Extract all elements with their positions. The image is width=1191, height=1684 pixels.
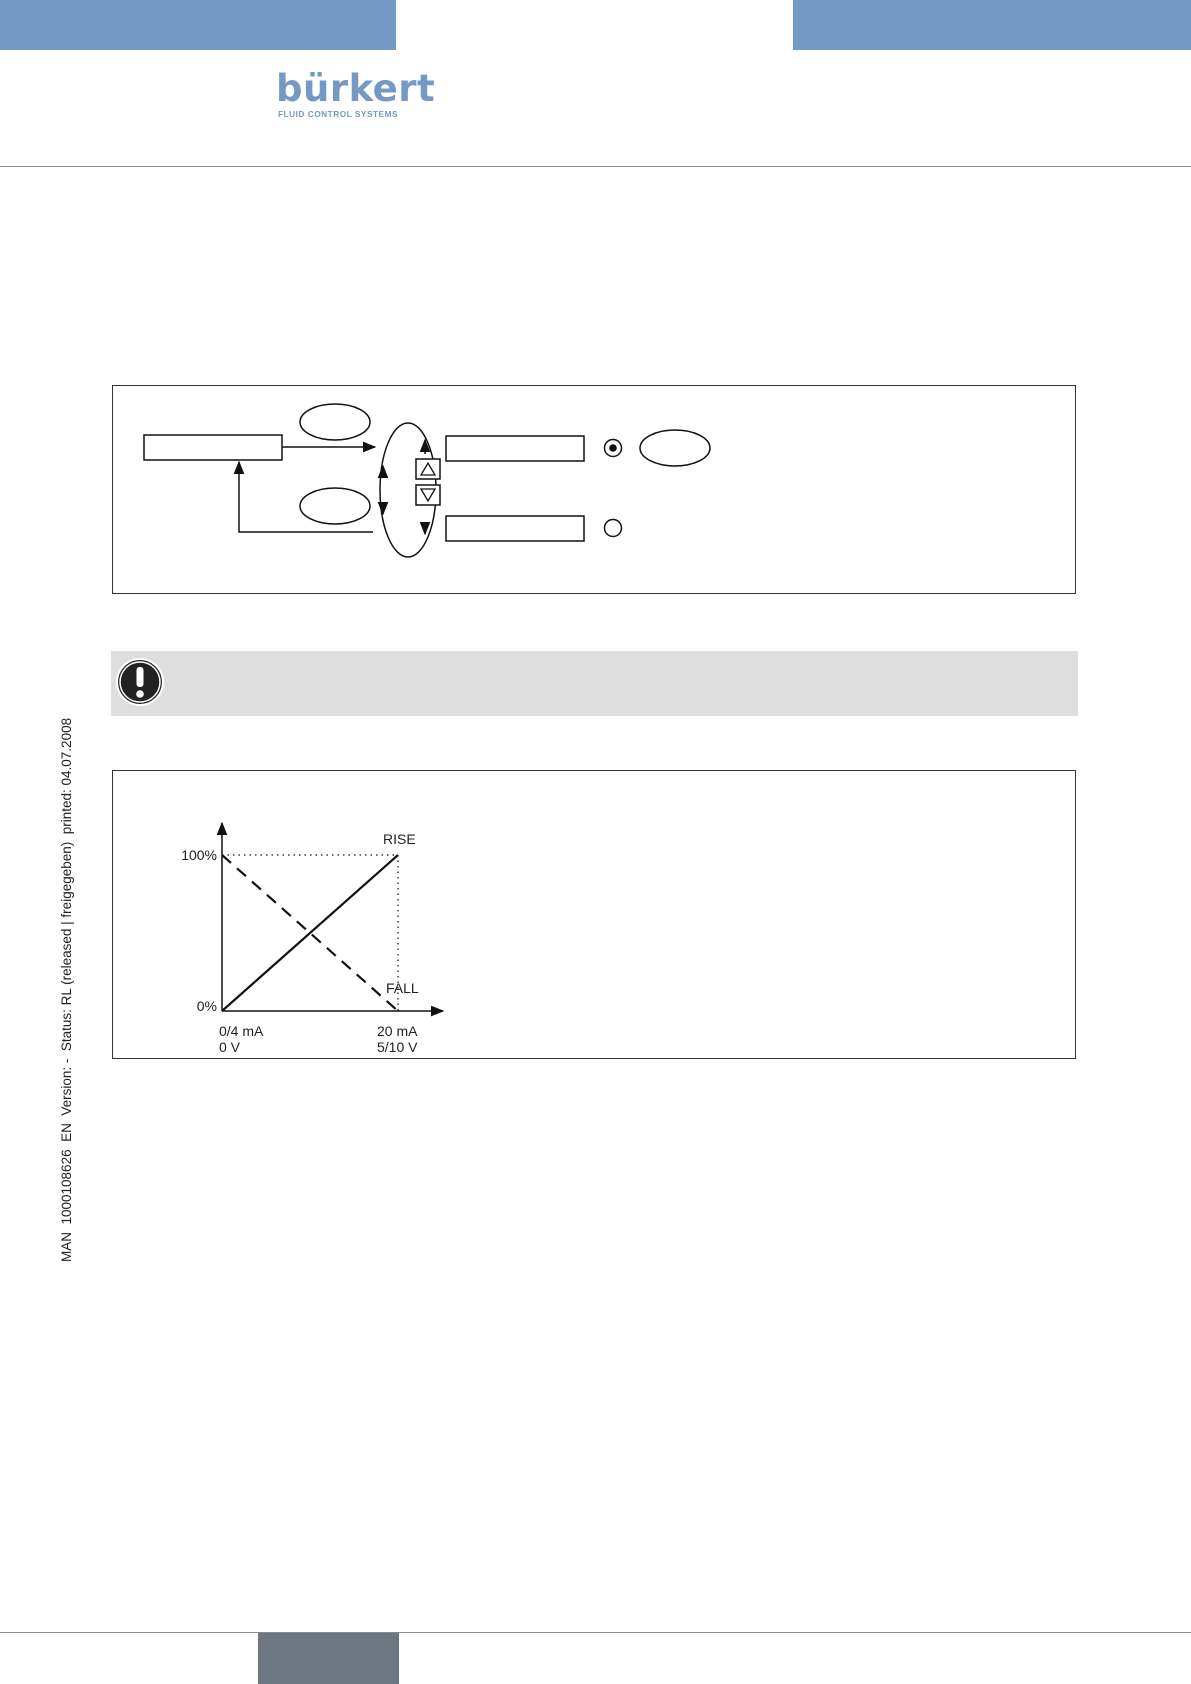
rise-line	[222, 855, 398, 1011]
option-box-1	[446, 436, 584, 461]
header-divider	[0, 166, 1191, 167]
document-status-text: MAN 1000108626 EN Version: - Status: RL (released | freigegeben) printed: 04.07.2008	[59, 717, 74, 1262]
enter-key-oval	[300, 404, 370, 440]
selected-radio-icon	[605, 440, 622, 457]
logo-tagline: FLUID CONTROL SYSTEMS	[277, 109, 399, 119]
unselected-radio-icon	[605, 520, 622, 537]
header-band-right	[793, 0, 1191, 50]
confirm-key-oval	[640, 430, 710, 466]
up-arrow-key-icon	[416, 459, 440, 479]
x-tick-label-left-line2: 0 V	[219, 1039, 241, 1055]
fall-series-label: FALL	[386, 980, 419, 996]
footer-page-tab	[258, 1633, 399, 1684]
menu-navigation-diagram	[112, 385, 1076, 594]
down-arrow-key-icon	[416, 485, 440, 505]
menu-diagram-svg	[113, 386, 1077, 595]
burkert-logo	[276, 67, 436, 119]
note-bar	[111, 651, 1078, 716]
footer-divider	[0, 1632, 1191, 1633]
x-tick-label-right-line1: 20 mA	[377, 1023, 418, 1039]
logo-wordmark: bürkert	[276, 67, 436, 110]
output-characteristic-chart	[112, 770, 1076, 1059]
rise-series-label: RISE	[383, 831, 416, 847]
header-band-left	[0, 0, 396, 50]
y-tick-label-top: 100%	[181, 847, 217, 863]
x-tick-label-right-line2: 5/10 V	[377, 1039, 418, 1055]
option-box-2	[446, 516, 584, 541]
y-tick-label-bottom: 0%	[196, 998, 217, 1014]
exclamation-icon	[115, 657, 165, 707]
x-tick-label-left-line1: 0/4 mA	[219, 1023, 264, 1039]
chart-svg	[113, 771, 1077, 1060]
escape-key-oval	[300, 488, 370, 524]
parent-menu-box	[144, 435, 282, 460]
